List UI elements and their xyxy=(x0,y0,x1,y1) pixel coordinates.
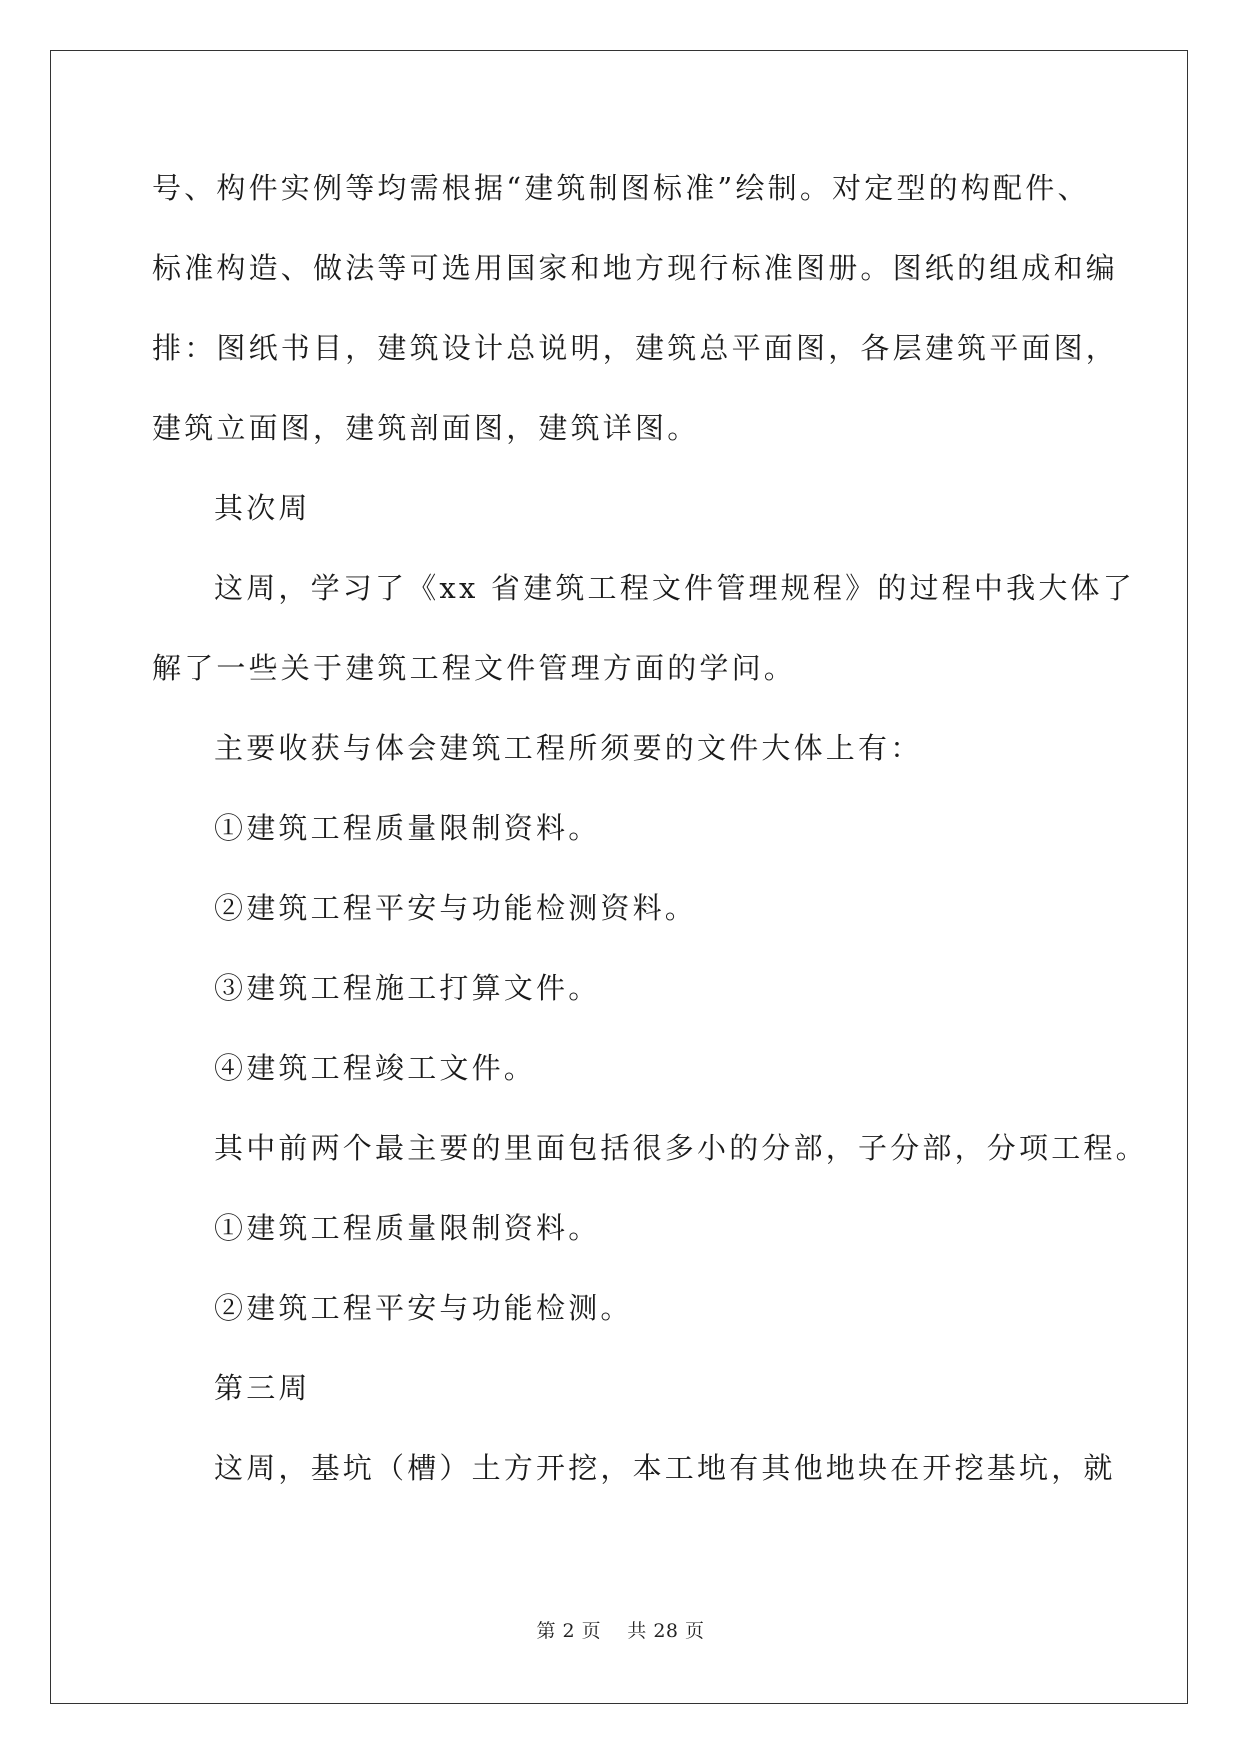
list-item-1b: ①建筑工程质量限制资料。 xyxy=(214,1211,601,1245)
list-item-3: ③建筑工程施工打算文件。 xyxy=(214,971,601,1005)
text-line-6: 这周，学习了《xx 省建筑工程文件管理规程》的过程中我大体了 xyxy=(214,571,1135,605)
text-line-7: 解了一些关于建筑工程文件管理方面的学问。 xyxy=(152,651,797,685)
text-line-13: 其中前两个最主要的里面包括很多小的分部，子分部，分项工程。 xyxy=(214,1131,1148,1165)
text-line-17: 这周，基坑（槽）土方开挖，本工地有其他地块在开挖基坑，就 xyxy=(214,1451,1116,1485)
document-body xyxy=(152,148,1148,1508)
list-item-2b: ②建筑工程平安与功能检测。 xyxy=(214,1291,633,1325)
page-number: 第 2 页 共 28 页 xyxy=(536,1620,705,1642)
list-item-2: ②建筑工程平安与功能检测资料。 xyxy=(214,891,698,925)
list-item-4: ④建筑工程竣工文件。 xyxy=(214,1051,537,1085)
section-heading-week-2: 其次周 xyxy=(214,491,311,525)
list-item-1: ①建筑工程质量限制资料。 xyxy=(214,811,601,845)
text-line-8: 主要收获与体会建筑工程所须要的文件大体上有： xyxy=(214,731,923,765)
text-line-1: 号、构件实例等均需根据“建筑制图标准”绘制。对定型的构配件、 xyxy=(152,171,1090,205)
text-line-4: 建筑立面图，建筑剖面图，建筑详图。 xyxy=(152,411,700,445)
section-heading-week-3: 第三周 xyxy=(214,1371,311,1405)
text-line-2: 标准构造、做法等可选用国家和地方现行标准图册。图纸的组成和编 xyxy=(152,251,1119,285)
text-line-3: 排：图纸书目，建筑设计总说明，建筑总平面图，各层建筑平面图， xyxy=(152,331,1119,365)
